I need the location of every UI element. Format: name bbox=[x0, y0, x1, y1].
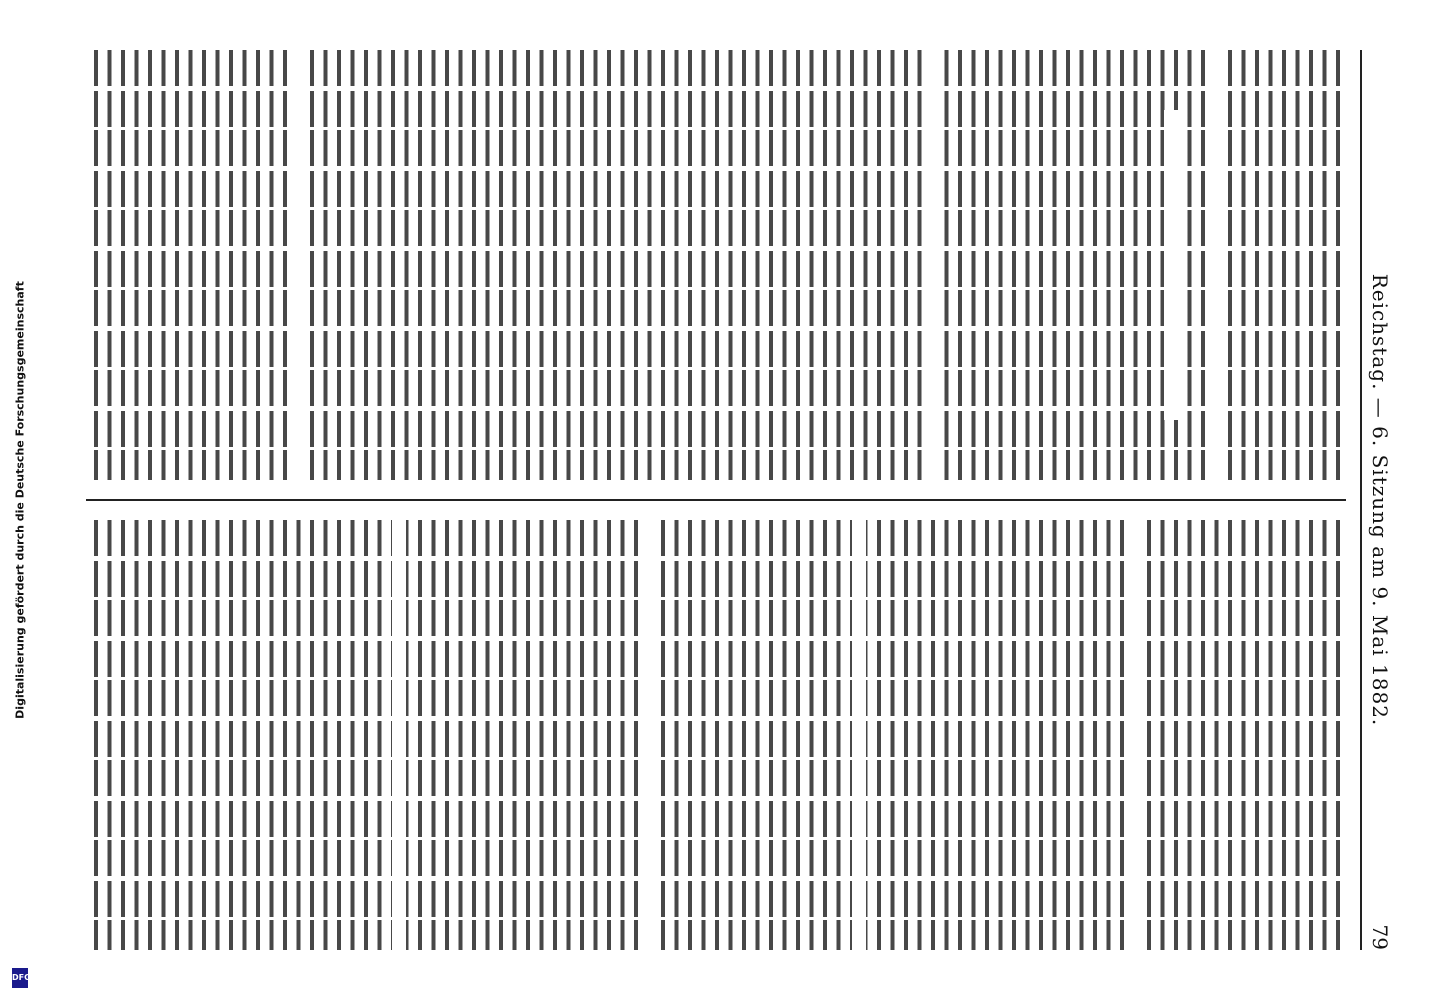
digitization-credit: Digitalisierung gefördert durch die Deutsche Forschungsgemeinschaft bbox=[13, 281, 27, 719]
dfg-credit-strip bbox=[0, 0, 40, 1000]
column-divider bbox=[86, 499, 1346, 501]
page-number: 79 bbox=[1368, 924, 1392, 950]
dfg-logo: DFG bbox=[12, 968, 28, 988]
paragraph-break bbox=[392, 520, 406, 950]
paragraph-break bbox=[927, 50, 941, 480]
text-column-right bbox=[86, 520, 1346, 950]
text-lines bbox=[86, 520, 1346, 950]
paragraph-break bbox=[292, 50, 306, 480]
page-header bbox=[1360, 50, 1396, 950]
speaker-heading-gap bbox=[1164, 110, 1186, 420]
paragraph-break bbox=[1208, 50, 1222, 480]
scanned-page bbox=[40, 0, 1432, 1000]
page-title: Reichstag. — 6. Sitzung am 9. Mai 1882. bbox=[1368, 273, 1392, 727]
text-column-left bbox=[86, 50, 1346, 480]
text-lines bbox=[86, 50, 1346, 480]
rotated-page-content bbox=[66, 20, 1406, 980]
paragraph-break bbox=[1127, 520, 1141, 950]
paragraph-break bbox=[852, 520, 866, 950]
paragraph-break bbox=[642, 520, 656, 950]
